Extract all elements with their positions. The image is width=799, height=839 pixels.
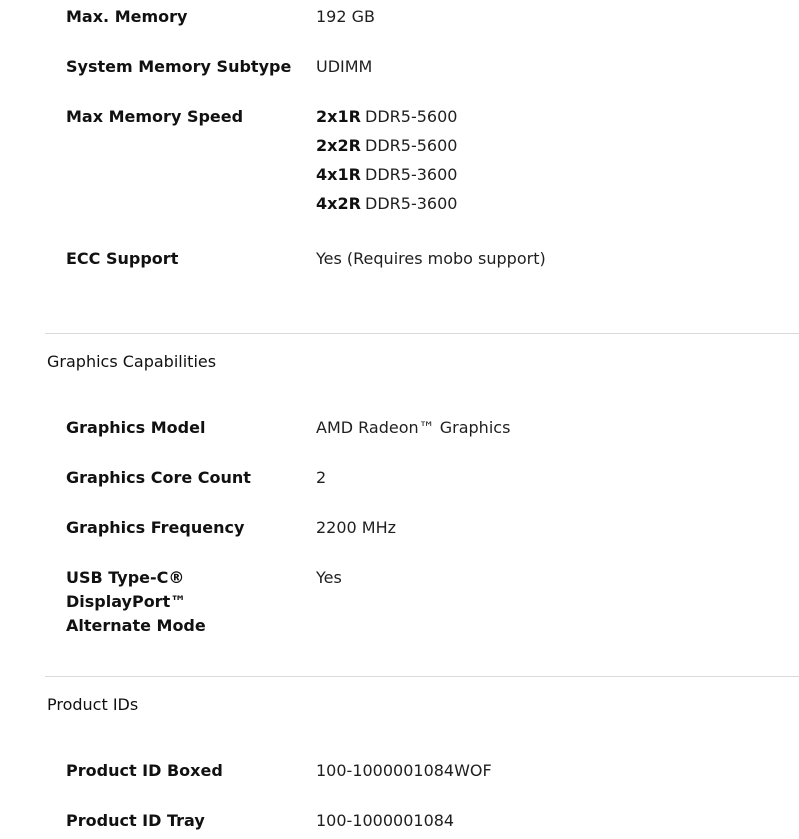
- memory-speed-rank: 2x2R: [316, 136, 361, 155]
- graphics-frequency-label: Graphics Frequency: [66, 518, 245, 537]
- graphics-model-label: Graphics Model: [66, 418, 206, 437]
- memory-speed-rank: 4x1R: [316, 165, 361, 184]
- memory-speed-value: DDR5-3600: [365, 165, 458, 184]
- memory-speed-rank: 4x2R: [316, 194, 361, 213]
- memory-speed-value: DDR5-5600: [365, 107, 458, 126]
- usb-c-displayport-label-line2: Alternate Mode: [66, 616, 206, 635]
- product-id-boxed-value: 100-1000001084WOF: [316, 761, 492, 780]
- section-divider: [45, 333, 799, 334]
- memory-speed-row: [316, 134, 457, 158]
- product-id-tray-label: Product ID Tray: [66, 811, 205, 830]
- graphics-frequency-value: 2200 MHz: [316, 518, 397, 537]
- ecc-support-value: Yes (Requires mobo support): [316, 249, 546, 268]
- product-id-boxed-label: Product ID Boxed: [66, 761, 223, 780]
- product-id-tray-value: 100-1000001084: [316, 811, 455, 830]
- section-divider: [45, 676, 799, 677]
- graphics-section-title: Graphics Capabilities: [47, 352, 217, 371]
- ecc-support-label: ECC Support: [66, 249, 179, 268]
- memory-speed-value: DDR5-5600: [365, 136, 458, 155]
- graphics-core-count-value: 2: [316, 468, 327, 487]
- memory-speed-row: [316, 163, 457, 187]
- max-memory-value: 192 GB: [316, 7, 375, 26]
- memory-subtype-value: UDIMM: [316, 57, 373, 76]
- memory-subtype-label: System Memory Subtype: [66, 57, 292, 76]
- memory-speed-row: [316, 105, 457, 129]
- usb-c-displayport-label: [66, 566, 301, 638]
- graphics-model-value: AMD Radeon™ Graphics: [316, 418, 511, 437]
- usb-c-displayport-label-line1: USB Type-C® DisplayPort™: [66, 568, 187, 611]
- memory-speed-row: [316, 192, 457, 216]
- graphics-core-count-label: Graphics Core Count: [66, 468, 251, 487]
- max-memory-speed-label: Max Memory Speed: [66, 107, 244, 126]
- product-ids-section-title: Product IDs: [47, 695, 139, 714]
- memory-speed-value: DDR5-3600: [365, 194, 458, 213]
- usb-c-displayport-value: Yes: [316, 568, 342, 587]
- memory-speed-rank: 2x1R: [316, 107, 361, 126]
- max-memory-label: Max. Memory: [66, 7, 188, 26]
